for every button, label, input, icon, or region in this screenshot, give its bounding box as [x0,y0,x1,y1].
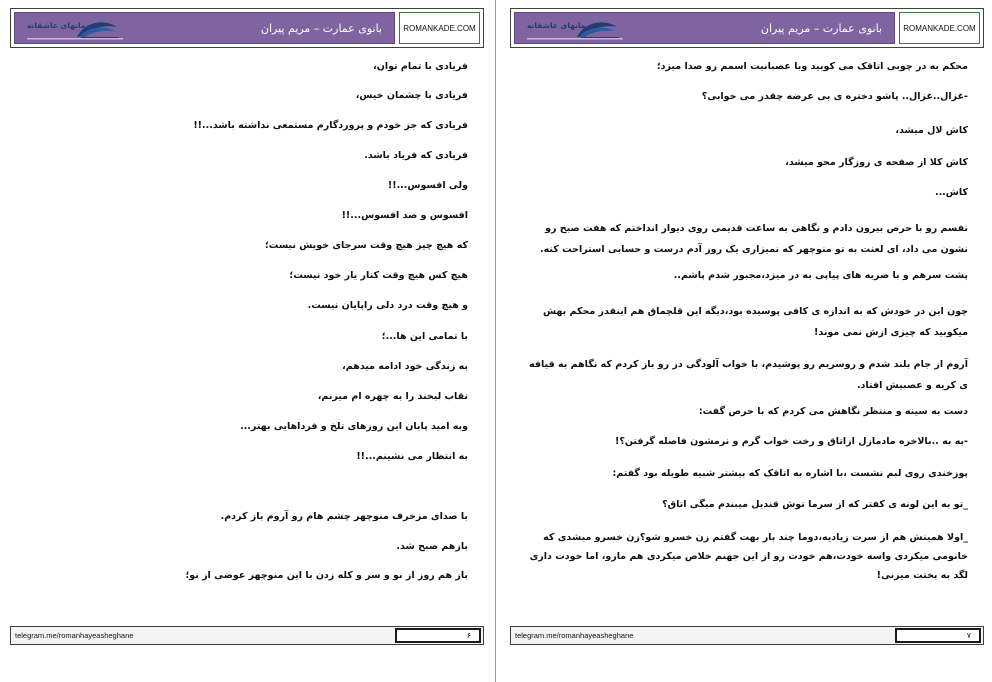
page-divider [495,0,496,682]
paragraph: فریادی که جز خودم و پروردگارم مستمعی نداشته باشد...!! [193,120,468,131]
paragraph: محکم به در چوبی اتاقک می کوبید وبا عصبانیت اسمم رو صدا میزد؛ [656,61,968,72]
header-title: بانوی عمارت – مریم پیران [260,21,382,35]
paragraph: کاش لال میشد، [895,125,968,136]
paragraph: افسوس و صد افسوس...!! [341,210,468,221]
paragraph: وبه امید پایان این روزهای تلخ و فرداهایی بهتر... [240,421,468,432]
page-number: ۶ [395,628,481,643]
page-body [528,61,968,588]
paragraph: -به به ..بالاخره مادمازل ازاتاق و رخت خواب گرم و نرمشون فاصله گرفتن؟! [615,436,968,447]
header-title-bar [14,12,395,44]
page-footer [10,626,484,645]
logo-text: رمانهای عاشقانه [27,21,90,30]
paragraph: دست به سینه و منتظر نگاهش می کردم که با حرص گفت: [698,406,968,417]
paragraph: پوزخندی روی لبم نشست ،با اشاره به اتاقک که بیشتر شبیه طویله بود گفتم: [612,468,968,479]
paragraph: فریادی که فریاد باشد. [364,150,468,161]
paragraph: به انتظار می نشینم...!! [356,451,468,462]
paragraph: -غزال..غزال.. پاشو دختره ی بی عرضه چقدر می خوابی؟ [701,91,968,102]
paragraph: که هیچ چیز هیچ وقت سرجای خویش نیست؛ [264,240,468,251]
paragraph: هیچ کس هیچ وقت کنار یار خود نیست؛ [289,270,468,281]
document-page-6 [10,6,486,646]
paragraph: به زندگی خود ادامه میدهم، [342,361,468,372]
logo-text: رمانهای عاشقانه [527,21,590,30]
header-title-bar [514,12,895,44]
paragraph: کاش کلا از صفحه ی روزگار محو میشد، [785,157,968,168]
page-number: ۷ [895,628,981,643]
telegram-link[interactable]: telegram.me/romanhayeasheghane [515,631,634,640]
paragraph: کاش... [934,187,968,198]
paragraph: فریادی با تمام توان، [373,61,468,72]
paragraph: نقاب لبخند را به چهره ام میزنم، [317,391,468,402]
paragraph: پشت سرهم و با ضربه های پیاپی به در میزد،مجبور شدم پاشم.. [673,270,968,281]
page-body [28,61,468,592]
paragraph: و هیچ وقت درد دلی راپایان نیست. [307,300,468,311]
paragraph: با صدای مزخرف منوچهر چشم هام رو آروم باز کردم. [220,511,468,522]
site-link[interactable]: ROMANKADE.COM [899,12,980,44]
paragraph: فریادی با چشمان خیس، [355,90,468,101]
paragraph: آروم از جام بلند شدم و روسریم رو پوشیدم، با خواب آلودگی در رو باز کردم که نگاهم به قیافه ی کریه و عصبیش افتاد. [529,359,968,391]
site-link[interactable]: ROMANKADE.COM [399,12,480,44]
paragraph: با تمامی این ها...؛ [381,331,468,342]
paragraph: باز هم روز از نو و سر و کله زدن با این منوچهر عوضی از نو؛ [185,570,468,581]
header-title: بانوی عمارت – مریم پیران [760,21,882,35]
paragraph: نفسم رو با حرص بیرون دادم و نگاهی به ساعت قدیمی روی دیوار انداختم که هفت صبح رو نشون می داد، ای لعنت به تو منوچهر که نمیزاری یک روز آدم درست و حسابی استراحت کنه. [540,223,968,255]
paragraph: بازهم صبح شد. [396,541,468,552]
paragraph: _اولا همینش هم از سرت زیادیه،دوما چند بار بهت گفتم زن خسرو شو؟زن خسرو میشدی که خانومی میکردی واسه خودت،هم خودت رو از این جهنم خلاص میکردی هم مارو، اما خودت داری لگد به بختت میزنی! [529,532,968,581]
paragraph: ولی افسوس...!! [387,180,468,191]
page-header [10,8,484,48]
paragraph: _تو به این لونه ی کفتر که از سرما توش قندیل میبندم میگی اتاق؟ [662,499,968,510]
paragraph: چون این در خودش که به اندازه ی کافی پوسیده بود،دیگه این قلچماق هم اینقدر محکم بهش میکوبید که چیزی ازش نمی موند! [542,306,968,338]
paragraph-empty [28,481,468,511]
page-header [510,8,984,48]
document-page-7 [510,6,986,646]
telegram-link[interactable]: telegram.me/romanhayeasheghane [15,631,134,640]
page-footer [510,626,984,645]
